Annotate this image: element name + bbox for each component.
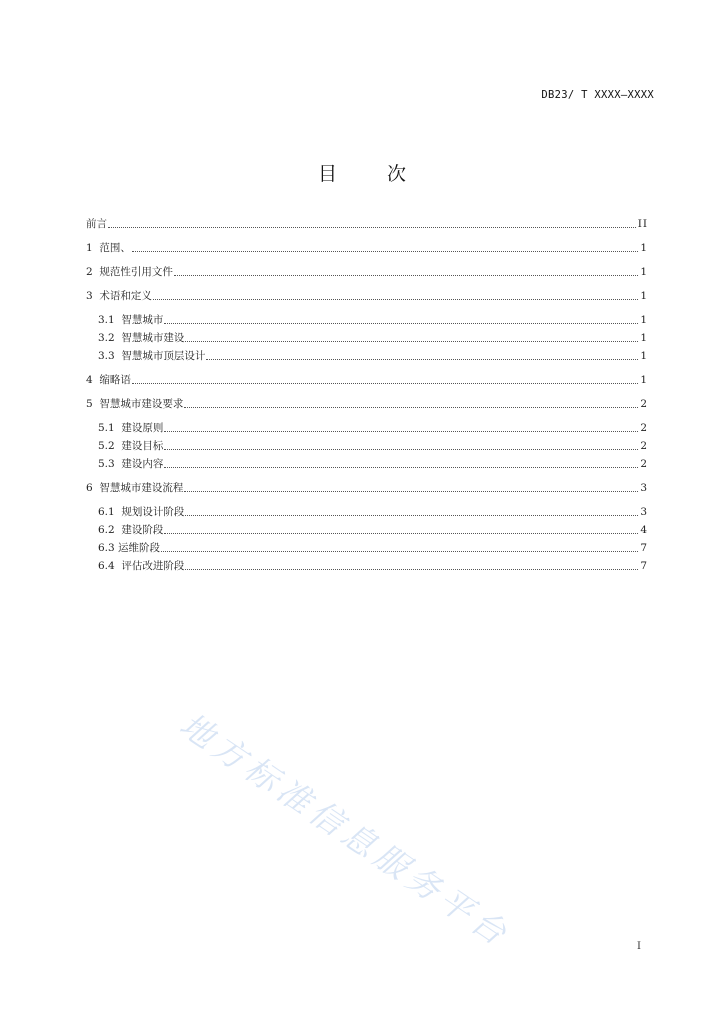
toc-entry-page: 1 (640, 290, 648, 302)
toc-entry-page: 2 (640, 422, 648, 434)
toc-entry-label: 评估改进阶段 (121, 560, 185, 572)
toc-entry[interactable] (86, 560, 648, 572)
toc-entry-label: 智慧城市建设流程 (99, 482, 184, 494)
toc-entry-page: 2 (640, 398, 648, 410)
toc-dot-leader (174, 274, 638, 276)
toc-entry[interactable] (86, 542, 648, 554)
toc-entry-page: 7 (640, 542, 648, 554)
toc-dot-leader (132, 250, 638, 252)
toc-entry-number: 5 (86, 398, 100, 410)
toc-entry[interactable] (86, 440, 648, 452)
toc-dot-leader (164, 532, 638, 534)
toc-entry-label: 范围、 (99, 242, 131, 254)
toc-entry[interactable] (86, 314, 648, 326)
toc-entry[interactable] (86, 506, 648, 518)
toc-entry-number: 1 (86, 242, 100, 254)
toc-entry-number: 3 (86, 290, 100, 302)
toc-entry[interactable] (86, 242, 648, 254)
toc-entry-page: 1 (640, 332, 648, 344)
toc-entry-number: 5.2 (98, 440, 122, 452)
toc-entry-label: 术语和定义 (99, 290, 152, 302)
toc-dot-leader (185, 568, 638, 570)
toc-entry-label: 建设原则 (121, 422, 164, 434)
toc-entry-label: 智慧城市建设要求 (99, 398, 184, 410)
watermark: 地方标准信息服务平台 (172, 704, 518, 956)
toc-entry[interactable] (86, 350, 648, 362)
toc-dot-leader (153, 298, 638, 300)
toc-entry-page: 1 (640, 350, 648, 362)
toc-entry-number: 3.3 (98, 350, 122, 362)
toc-entry-number: 2 (86, 266, 100, 278)
toc-entry[interactable] (86, 374, 648, 386)
toc-entry-page: 7 (640, 560, 648, 572)
toc-entry[interactable] (86, 266, 648, 278)
toc-entry-label: 运维阶段 (118, 542, 161, 554)
toc-entry-label: 规划设计阶段 (121, 506, 185, 518)
toc-entry-page: 1 (640, 266, 648, 278)
toc-entry-label: 规范性引用文件 (99, 266, 173, 278)
toc-entry[interactable] (86, 524, 648, 536)
toc-entry-label: 建设阶段 (121, 524, 164, 536)
toc-entry-label: 智慧城市 (121, 314, 164, 326)
toc-entry-page: 1 (640, 314, 648, 326)
toc-entry-page: 3 (640, 482, 648, 494)
toc-entry-number: 6.4 (98, 560, 122, 572)
toc-entry-number: 6.3 (98, 542, 119, 554)
toc-entry-number: 4 (86, 374, 100, 386)
toc-entry-label: 智慧城市建设 (121, 332, 185, 344)
toc-entry[interactable] (86, 218, 648, 230)
toc-dot-leader (132, 382, 638, 384)
toc-dot-leader (206, 358, 638, 360)
toc-entry-label: 智慧城市顶层设计 (121, 350, 206, 362)
toc-entry[interactable] (86, 398, 648, 410)
toc-entry[interactable] (86, 332, 648, 344)
toc-entry-page: 2 (640, 458, 648, 470)
toc-dot-leader (164, 322, 638, 324)
toc-entry-page: II (637, 218, 648, 230)
toc-entry-number: 3.2 (98, 332, 122, 344)
toc-dot-leader (164, 448, 638, 450)
toc-entry[interactable] (86, 290, 648, 302)
toc-entry-number: 6.1 (98, 506, 122, 518)
toc-entry-label: 缩略语 (99, 374, 131, 386)
toc-entry-number: 6.2 (98, 524, 122, 536)
toc-title (0, 159, 724, 186)
toc-entry[interactable] (86, 422, 648, 434)
toc-entry-page: 1 (640, 242, 648, 254)
toc-dot-leader (184, 490, 638, 492)
toc-entry-page: 4 (640, 524, 648, 536)
toc-dot-leader (164, 466, 638, 468)
toc-entry[interactable] (86, 482, 648, 494)
page-number: I (637, 941, 641, 952)
toc-dot-leader (108, 226, 636, 228)
toc-dot-leader (184, 406, 638, 408)
toc-entry-page: 2 (640, 440, 648, 452)
toc-entry-number: 3.1 (98, 314, 122, 326)
toc-dot-leader (185, 340, 638, 342)
toc-entry-page: 3 (640, 506, 648, 518)
toc-title-char-2: 次 (387, 163, 407, 185)
toc-entry-label: 建设内容 (121, 458, 164, 470)
toc-entry-number: 5.3 (98, 458, 122, 470)
toc-entry-page: 1 (640, 374, 648, 386)
table-of-contents (86, 218, 648, 572)
toc-dot-leader (161, 550, 638, 552)
toc-entry[interactable] (86, 458, 648, 470)
toc-dot-leader (164, 430, 638, 432)
toc-title-char-1: 目 (317, 163, 337, 185)
toc-entry-label: 建设目标 (121, 440, 164, 452)
document-code: DB23/ T XXXX—XXXX (541, 89, 654, 101)
toc-entry-label: 前言 (86, 218, 107, 230)
toc-dot-leader (185, 514, 638, 516)
toc-entry-number: 5.1 (98, 422, 122, 434)
toc-entry-number: 6 (86, 482, 100, 494)
